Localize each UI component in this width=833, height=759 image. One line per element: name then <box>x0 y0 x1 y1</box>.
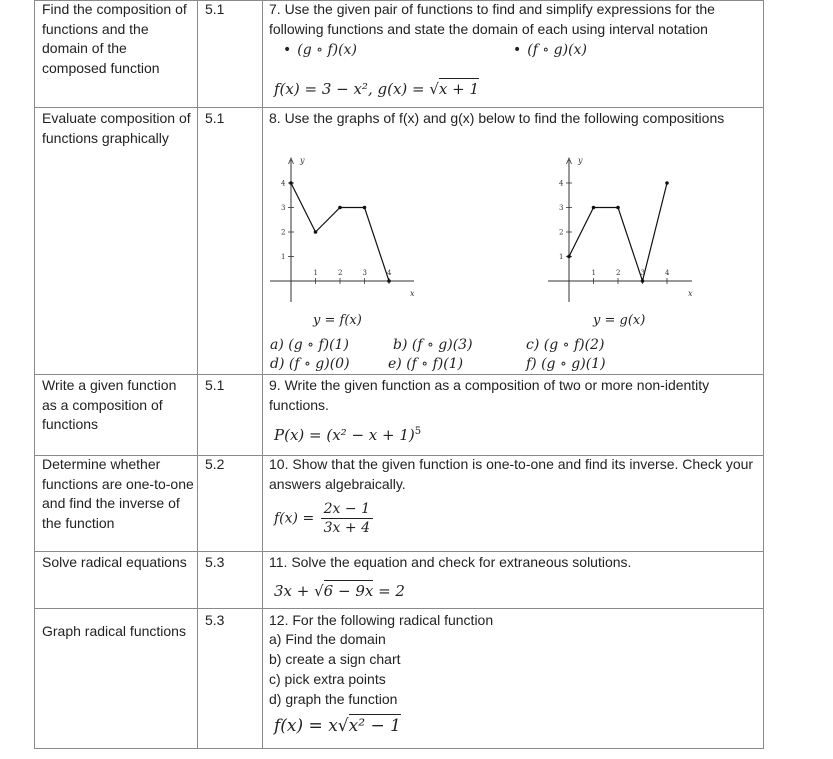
graph-f <box>262 150 422 310</box>
step-item: b) create a sign chart <box>269 651 401 667</box>
x-tick-label: 1 <box>591 269 596 277</box>
step-item: a) Find the domain <box>269 631 386 647</box>
column-divider <box>262 0 263 749</box>
inverse-formula: f(x) = $\frac{2x - 1}{3x + 4}$ <box>274 501 373 536</box>
radical-equation: 3x + √6 − 9x = 2 <box>274 582 405 600</box>
graph-f-line <box>291 183 389 281</box>
graph-f-point <box>289 181 293 185</box>
graph-f-point <box>338 206 342 210</box>
graph-g-point <box>567 255 571 259</box>
graph-g-point <box>665 181 669 185</box>
part-item: d) (f ∘ g)(0) <box>270 356 350 372</box>
row-divider <box>34 608 764 609</box>
graph-f-label: y = f(x) <box>313 313 362 328</box>
y-tick-label: 4 <box>559 179 564 188</box>
graph-g-point <box>592 206 596 210</box>
section-cell: 5.2 <box>205 456 225 472</box>
graph-g-point <box>641 279 645 283</box>
part-item: f) (g ∘ g)(1) <box>526 356 606 372</box>
section-cell: 5.3 <box>205 612 225 628</box>
table-border-left <box>34 0 35 749</box>
x-axis-label: x <box>688 289 693 298</box>
y-tick-label: 1 <box>559 253 564 261</box>
y-tick-label: 3 <box>281 204 286 212</box>
graph-g-line <box>569 183 667 281</box>
composition-formula: $P(x) = (x^2 - x + 1)^5$ <box>274 426 422 444</box>
section-cell: 5.1 <box>205 1 225 17</box>
column-divider <box>197 0 198 749</box>
graph-f-point <box>314 230 318 234</box>
graph-g <box>540 150 710 310</box>
part-item: a) (g ∘ f)(1) <box>270 337 349 353</box>
y-tick-label: 2 <box>281 228 286 237</box>
part-item: e) (f ∘ f)(1) <box>388 356 464 372</box>
y-tick-label: 2 <box>559 228 564 237</box>
graph-f-point <box>387 279 391 283</box>
row-divider <box>34 551 764 552</box>
x-tick-label: 2 <box>616 269 621 277</box>
topic-cell: Graph radical functions <box>42 623 186 639</box>
x-tick-label: 1 <box>313 269 318 277</box>
y-axis-label: y <box>578 156 583 165</box>
problem-text: 7. Use the given pair of functions to find and simplify expressions for the following functions and state the domain of each using interval notation <box>269 1 715 37</box>
problem-text: 8. Use the graphs of f(x) and g(x) below to find the following compositions <box>269 110 725 126</box>
section-cell: 5.1 <box>205 110 225 126</box>
function-definitions: f(x) = 3 − x², g(x) = √x + 1 <box>274 80 480 98</box>
graph-g-point <box>616 206 620 210</box>
x-tick-label: 4 <box>387 269 392 277</box>
x-tick-label: 2 <box>338 269 343 277</box>
x-tick-label: 3 <box>640 269 645 277</box>
x-axis-label: x <box>410 289 415 298</box>
section-cell: 5.1 <box>205 377 225 393</box>
x-tick-label: 3 <box>362 269 367 277</box>
problem-text: 10. Show that the given function is one-to-one and find its inverse. Check your answers algebraically. <box>269 456 754 492</box>
graph-g-axes <box>548 156 693 302</box>
topic-cell: Write a given function as a composition of functions <box>42 377 177 432</box>
problem-text: 9. Write the given function as a composition of two or more non-identity functions. <box>269 377 710 413</box>
section-cell: 5.3 <box>205 554 225 570</box>
topic-cell: Find the composition of functions and the domain of the composed function <box>42 1 187 76</box>
topic-cell: Solve radical equations <box>42 554 187 570</box>
table-border-bottom <box>34 748 764 749</box>
problem-text: 12. For the following radical function <box>269 612 494 628</box>
graph-g-label: y = g(x) <box>593 313 646 328</box>
step-item: d) graph the function <box>269 691 398 707</box>
bullet-item: • (f ∘ g)(x) <box>513 42 587 58</box>
topic-cell: Evaluate composition of functions graphically <box>42 110 191 146</box>
problem-text: 11. Solve the equation and check for extraneous solutions. <box>269 554 632 570</box>
topic-cell: Determine whether functions are one-to-one and find the inverse of the function <box>42 456 194 531</box>
x-tick-label: 4 <box>665 269 670 277</box>
radical-function: f(x) = x√x² − 1 <box>274 716 401 736</box>
step-item: c) pick extra points <box>269 671 386 687</box>
graph-f-axes <box>270 156 415 302</box>
part-item: b) (f ∘ g)(3) <box>393 337 473 353</box>
part-item: c) (g ∘ f)(2) <box>526 337 605 353</box>
y-tick-label: 1 <box>281 253 286 261</box>
y-tick-label: 4 <box>281 179 286 188</box>
table-border-right <box>763 0 764 749</box>
y-tick-label: 3 <box>559 204 564 212</box>
row-divider <box>34 107 764 108</box>
bullet-item: • (g ∘ f)(x) <box>283 42 357 58</box>
graph-f-point <box>363 206 367 210</box>
row-divider <box>34 374 764 375</box>
y-axis-label: y <box>300 156 305 165</box>
